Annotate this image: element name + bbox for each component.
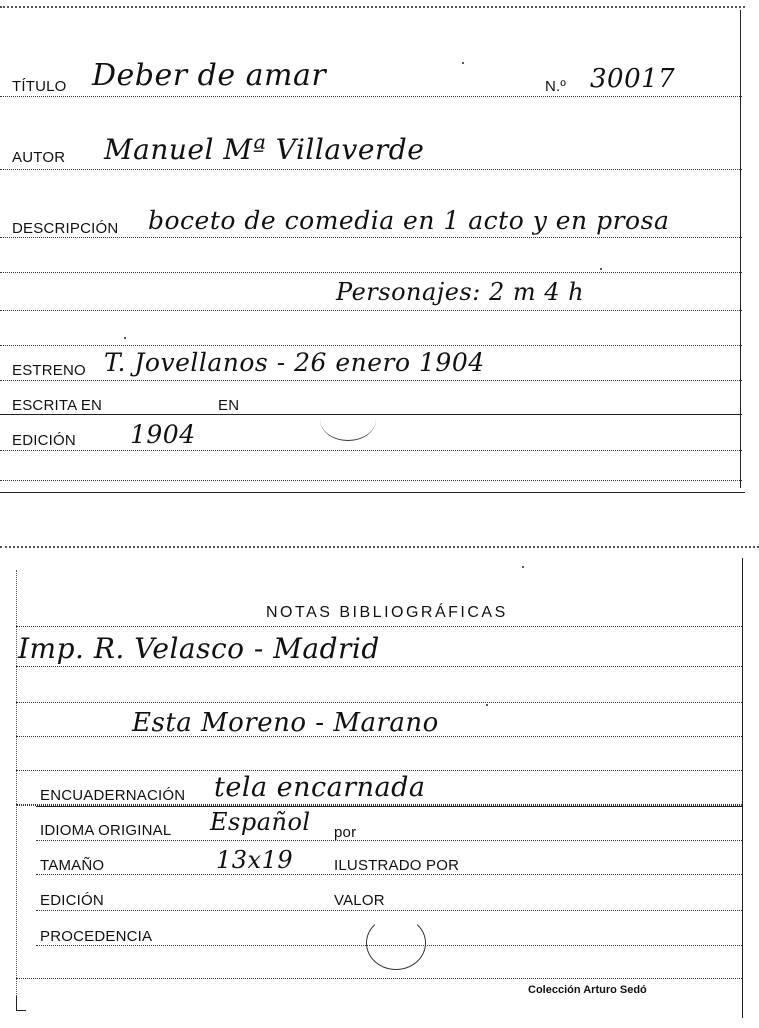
card-top-edge bbox=[0, 546, 759, 554]
card-bottom-edge bbox=[0, 492, 745, 493]
rule-edicion bbox=[0, 450, 742, 451]
ink-speck bbox=[124, 337, 126, 339]
tamano-label: TAMAÑO bbox=[40, 857, 105, 874]
rule-blank-2 bbox=[0, 345, 742, 346]
rule-bottom bbox=[16, 978, 742, 979]
rule-edicion bbox=[36, 910, 742, 911]
ilustrado-label: ILUSTRADO POR bbox=[334, 857, 460, 874]
ink-speck bbox=[600, 268, 602, 270]
catalog-card-front bbox=[0, 0, 759, 495]
rule-descripcion bbox=[0, 237, 742, 238]
collection-credit: Colección Arturo Sedó bbox=[528, 984, 647, 996]
rule-bottom bbox=[0, 480, 742, 481]
rule-idioma bbox=[36, 840, 742, 841]
corner-mark bbox=[16, 1010, 26, 1011]
card-top-edge bbox=[0, 6, 745, 14]
edicion-label: EDICIÓN bbox=[12, 432, 76, 449]
procedencia-label: PROCEDENCIA bbox=[40, 928, 153, 945]
note-line-1: Imp. R. Velasco - Madrid bbox=[18, 632, 380, 665]
ink-speck bbox=[486, 704, 488, 706]
titulo-label: TÍTULO bbox=[12, 78, 67, 95]
corner-mark bbox=[16, 996, 17, 1010]
idioma-label: IDIOMA ORIGINAL bbox=[40, 822, 172, 839]
autor-value: Manuel Mª Villaverde bbox=[104, 133, 425, 166]
punch-hole bbox=[366, 916, 426, 970]
por-label: por bbox=[334, 824, 357, 841]
escrita-en-label: ESCRITA EN bbox=[12, 397, 103, 414]
edicion-value: 1904 bbox=[130, 420, 196, 449]
edicion-label: EDICIÓN bbox=[40, 892, 104, 909]
note-line-2: Esta Moreno - Marano bbox=[132, 708, 439, 738]
rule-titulo bbox=[0, 96, 742, 97]
numero-value: 30017 bbox=[590, 64, 676, 94]
autor-label: AUTOR bbox=[12, 149, 66, 166]
ink-speck bbox=[522, 566, 524, 568]
descripcion-value: boceto de comedia en 1 acto y en prosa bbox=[148, 206, 670, 235]
numero-label: N.º bbox=[545, 78, 567, 95]
estreno-value: T. Jovellanos - 26 enero 1904 bbox=[104, 348, 485, 377]
ink-speck bbox=[462, 62, 464, 64]
idioma-value: Español bbox=[210, 808, 311, 836]
card-left-edge bbox=[16, 570, 17, 1000]
tamano-value: 13x19 bbox=[216, 846, 294, 874]
rule-heading bbox=[16, 626, 742, 627]
en-label: EN bbox=[218, 397, 240, 414]
punch-hole bbox=[320, 398, 376, 441]
rule-autor bbox=[0, 169, 742, 170]
valor-label: VALOR bbox=[334, 892, 385, 909]
estreno-label: ESTRENO bbox=[12, 362, 86, 379]
titulo-value: Deber de amar bbox=[92, 58, 327, 93]
rule-blank-1 bbox=[0, 272, 742, 273]
personajes-value: Personajes: 2 m 4 h bbox=[336, 278, 585, 306]
card-right-edge bbox=[742, 558, 743, 1018]
rule-personajes bbox=[0, 310, 742, 311]
card-right-edge bbox=[740, 10, 741, 488]
rule-note-1 bbox=[16, 666, 742, 667]
notas-heading: NOTAS BIBLIOGRÁFICAS bbox=[266, 604, 508, 621]
rule-encuadernacion bbox=[36, 806, 742, 807]
rule-estreno bbox=[0, 380, 742, 381]
catalog-card-back bbox=[0, 540, 759, 1028]
rule-tamano bbox=[36, 874, 742, 875]
rule-blank-2 bbox=[16, 770, 742, 771]
rule-blank-1 bbox=[16, 702, 742, 703]
encuadernacion-label: ENCUADERNACIÓN bbox=[40, 787, 186, 804]
descripcion-label: DESCRIPCIÓN bbox=[12, 220, 119, 237]
encuadernacion-value: tela encarnada bbox=[214, 772, 426, 803]
